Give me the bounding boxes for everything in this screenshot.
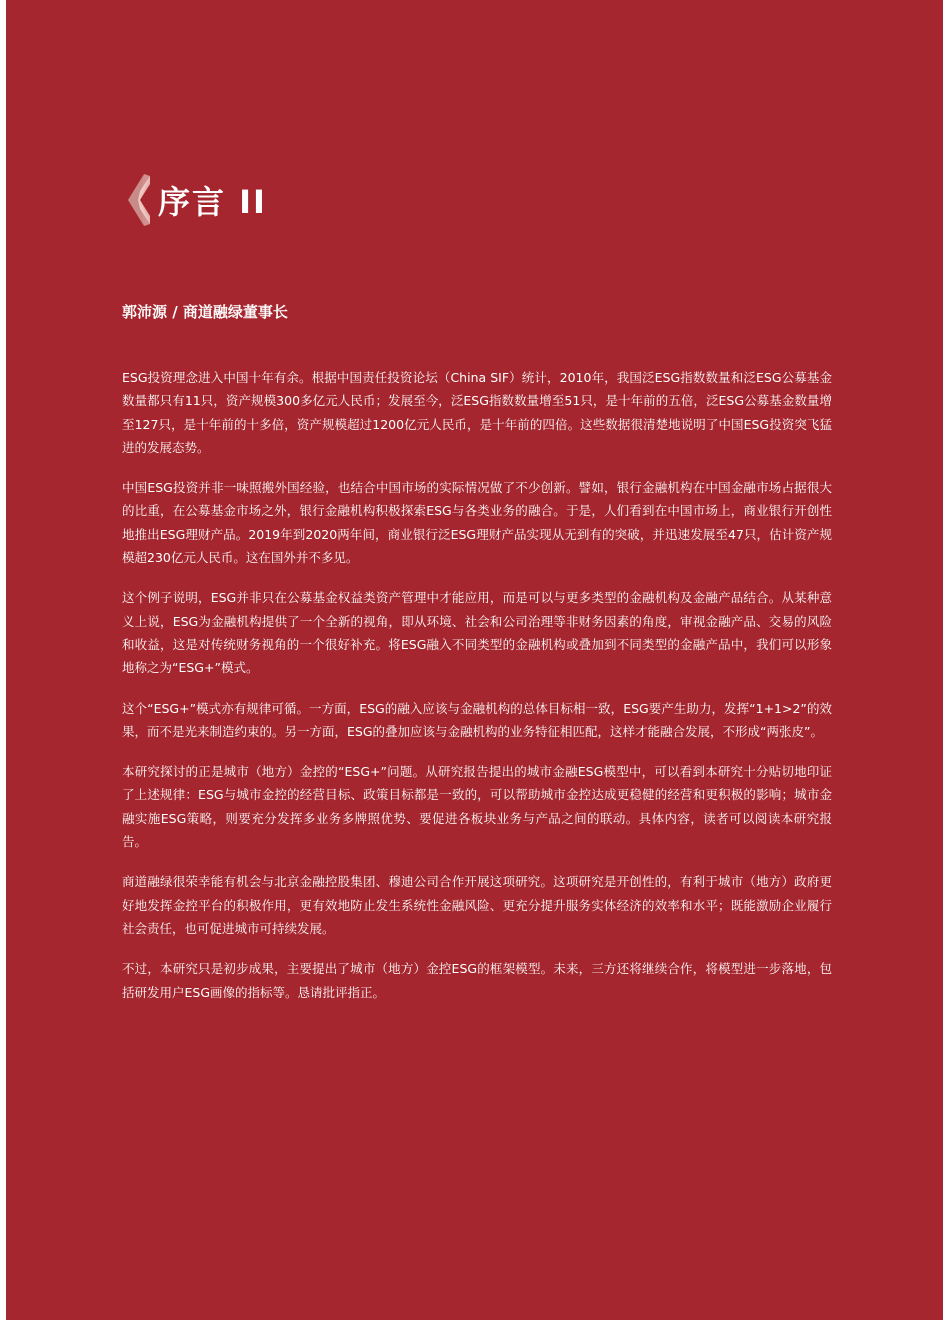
page-title: 序言 II [158,183,267,221]
title-block [122,170,267,230]
paragraph: ESG投资理念进入中国十年有余。根据中国责任投资论坛（China SIF）统计，2010年，我国泛ESG指数数量和泛ESG公募基金数量都只有11只，资产规模300多亿元人民币；发展至今，泛ESG指数数量增至51只，是十年前的五倍，泛ESG公募基金数量增至127只，是十年前的十多倍，资产规模超过1200亿元人民币，是十年前的四倍。这些数据很清楚地说明了中国ESG投资突飞猛进的发展态势。 [122,370,832,455]
paragraph: 这个“ESG+”模式亦有规律可循。一方面，ESG的融入应该与金融机构的总体目标相一致，ESG要产生助力，发挥“1+1>2”的效果，而不是光来制造约束的。另一方面，ESG的叠加应该与金融机构的业务特征相匹配，这样才能融合发展，不形成“两张皮”。 [122,700,832,739]
paragraph: 本研究探讨的正是城市（地方）金控的“ESG+”问题。从研究报告提出的城市金融ESG模型中，可以看到本研究十分贴切地印证了上述规律：ESG与城市金控的经营目标、政策目标都是一致的，可以帮助城市金控达成更稳健的经营和更积极的影响；城市金融实施ESG策略，则要充分发挥多业务多牌照优势、要促进各板块业务与产品之间的联动。具体内容，读者可以阅读本研究报告。 [122,764,832,850]
chevron-left-icon [122,170,152,230]
paragraph: 商道融绿很荣幸能有机会与北京金融控股集团、穆迪公司合作开展这项研究。这项研究是开创性的，有利于城市（地方）政府更好地发挥金控平台的积极作用，更有效地防止发生系统性金融风险、更充分提升服务实体经济的效率和水平；既能激励企业履行社会责任，也可促进城市可持续发展。 [122,874,832,936]
paragraph: 不过，本研究只是初步成果，主要提出了城市（地方）金控ESG的框架模型。未来，三方还将继续合作，将模型进一步落地，包括研发用户ESG画像的指标等。恳请批评指正。 [122,961,832,1000]
body-text [122,366,832,1021]
document-page [6,0,943,1320]
author-line: 郭沛源 / 商道融绿董事长 [122,303,288,321]
paragraph: 这个例子说明，ESG并非只在公募基金权益类资产管理中才能应用，而是可以与更多类型的金融机构及金融产品结合。从某种意义上说，ESG为金融机构提供了一个全新的视角，即从环境、社会和公司治理等非财务因素的角度，审视金融产品、交易的风险和收益，这是对传统财务视角的一个很好补充。将ESG融入不同类型的金融机构或叠加到不同类型的金融产品中，我们可以形象地称之为“ESG+”模式。 [122,590,832,676]
paragraph: 中国ESG投资并非一味照搬外国经验，也结合中国市场的实际情况做了不少创新。譬如，银行金融机构在中国金融市场占据很大的比重，在公募基金市场之外，银行金融机构积极探索ESG与各类业务的融合。于是，人们看到在中国市场上，商业银行开创性地推出ESG理财产品。2019年到2020两年间，商业银行泛ESG理财产品实现从无到有的突破，并迅速发展至47只，估计资产规模超230亿元人民币。这在国外并不多见。 [122,480,832,566]
